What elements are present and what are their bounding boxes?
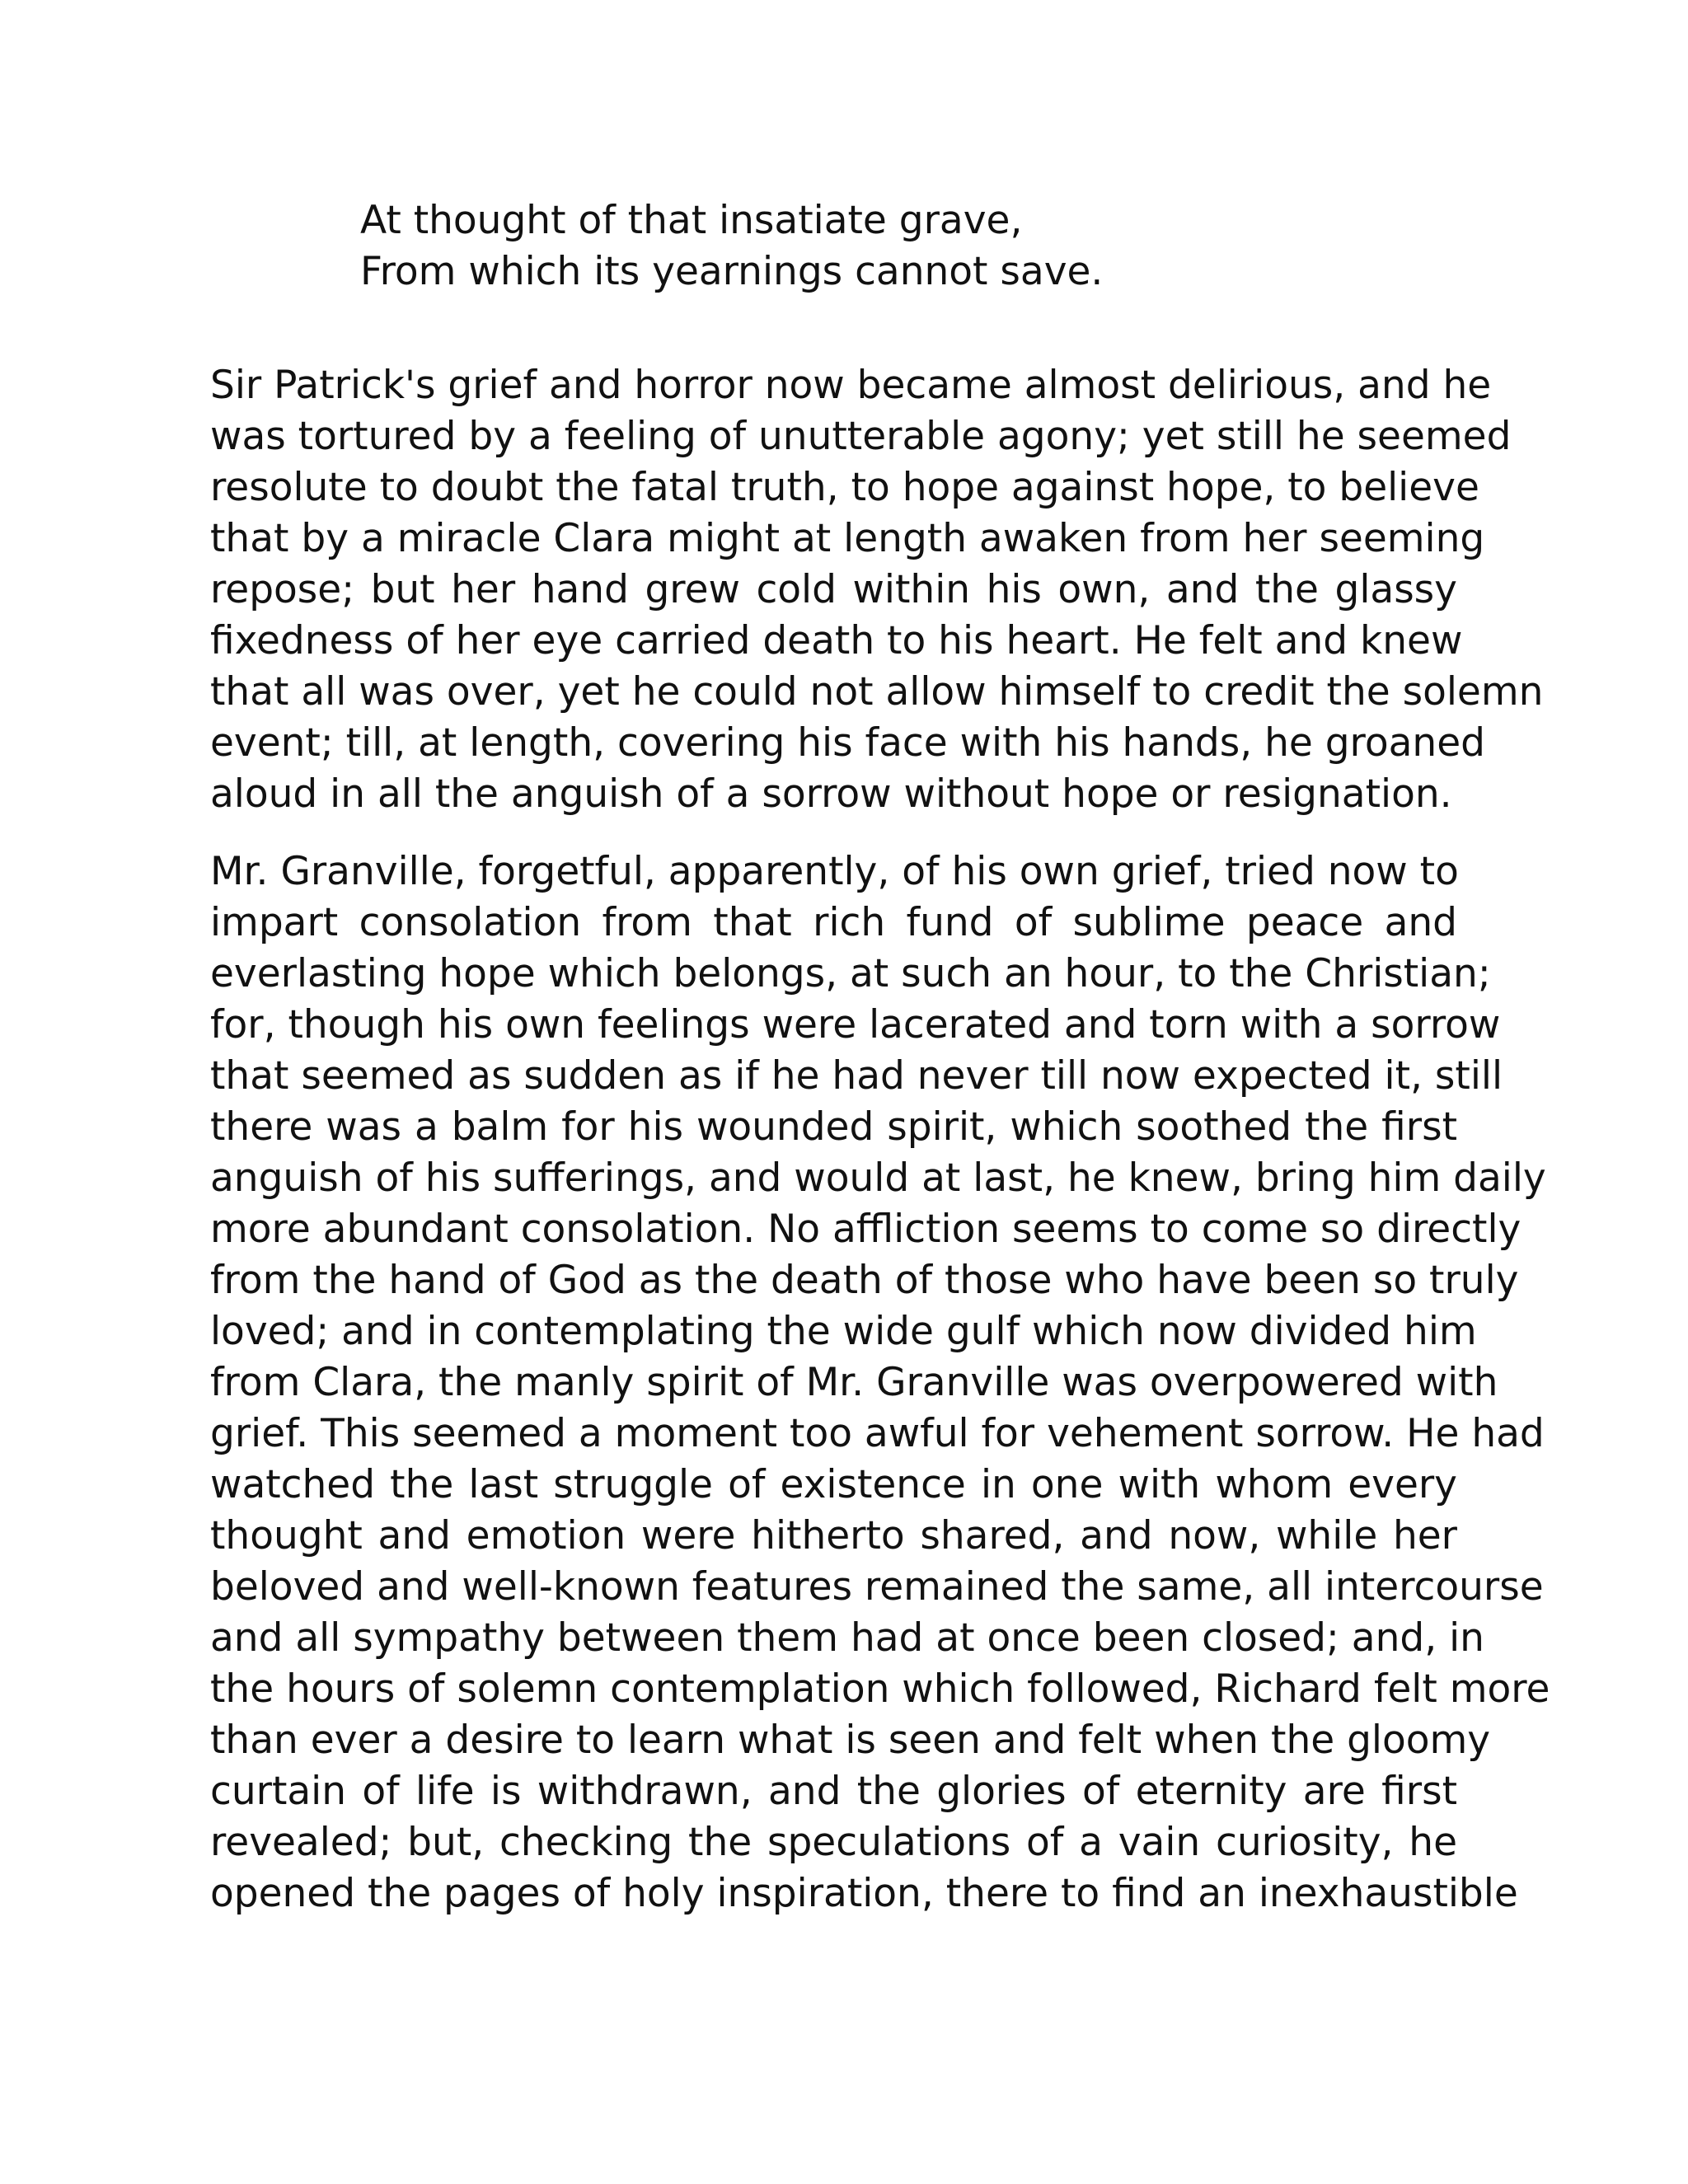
- text-line: for, though his own feelings were lacerated and torn with a sorrow: [210, 1002, 1501, 1047]
- text-line: curtain of life is withdrawn, and the glories of eternity are first: [210, 1769, 1457, 1814]
- text-line: revealed; but, checking the speculations of a vain curiosity, he: [210, 1820, 1457, 1865]
- text-line: fixedness of her eye carried death to his heart. He felt and knew: [210, 618, 1463, 663]
- verse-line: At thought of that insatiate grave,: [360, 198, 1023, 243]
- text-line: resolute to doubt the fatal truth, to hope against hope, to believe: [210, 465, 1479, 510]
- text-line: Sir Patrick's grief and horror now became almost delirious, and he: [210, 363, 1492, 408]
- text-line: the hours of solemn contemplation which followed, Richard felt more: [210, 1666, 1550, 1712]
- text-line: opened the pages of holy inspiration, there to find an inexhaustible: [210, 1871, 1518, 1916]
- text-line: anguish of his sufferings, and would at last, he knew, bring him daily: [210, 1155, 1546, 1201]
- body-text: [210, 360, 1550, 1946]
- text-line: that all was over, yet he could not allow himself to credit the solemn: [210, 669, 1544, 715]
- text-line: was tortured by a feeling of unutterable agony; yet still he seemed: [210, 414, 1512, 459]
- verse-line: From which its yearnings cannot save.: [360, 249, 1104, 294]
- text-line: grief. This seemed a moment too awful for vehement sorrow. He had: [210, 1411, 1545, 1456]
- text-line: event; till, at length, covering his face with his hands, he groaned: [210, 720, 1485, 766]
- text-line: loved; and in contemplating the wide gulf which now divided him: [210, 1309, 1477, 1354]
- text-line: watched the last struggle of existence in one with whom every: [210, 1462, 1457, 1507]
- paragraph-sir-patrick: [210, 360, 1544, 820]
- text-line: that by a miracle Clara might at length awaken from her seeming: [210, 516, 1485, 561]
- text-line: than ever a desire to learn what is seen and felt when the gloomy: [210, 1718, 1491, 1763]
- paragraph-mr-granville: [210, 846, 1550, 1919]
- text-line: everlasting hope which belongs, at such an hour, to the Christian;: [210, 951, 1491, 996]
- text-line: impart consolation from that rich fund of sublime peace and: [210, 900, 1457, 945]
- text-line: Mr. Granville, forgetful, apparently, of his own grief, tried now to: [210, 849, 1459, 894]
- text-line: that seemed as sudden as if he had never till now expected it, still: [210, 1053, 1503, 1099]
- text-line: beloved and well-known features remained the same, all intercourse: [210, 1564, 1544, 1610]
- text-line: aloud in all the anguish of a sorrow without hope or resignation.: [210, 771, 1452, 817]
- verse-block: [360, 195, 1432, 298]
- text-line: more abundant consolation. No affliction seems to come so directly: [210, 1207, 1522, 1252]
- text-line: repose; but her hand grew cold within his own, and the glassy: [210, 567, 1457, 612]
- text-line: thought and emotion were hitherto shared, and now, while her: [210, 1513, 1457, 1558]
- text-line: from Clara, the manly spirit of Mr. Granville was overpowered with: [210, 1360, 1498, 1405]
- text-line: and all sympathy between them had at once been closed; and, in: [210, 1615, 1484, 1661]
- text-line: from the hand of God as the death of those who have been so truly: [210, 1258, 1519, 1303]
- text-line: there was a balm for his wounded spirit, which soothed the first: [210, 1104, 1457, 1150]
